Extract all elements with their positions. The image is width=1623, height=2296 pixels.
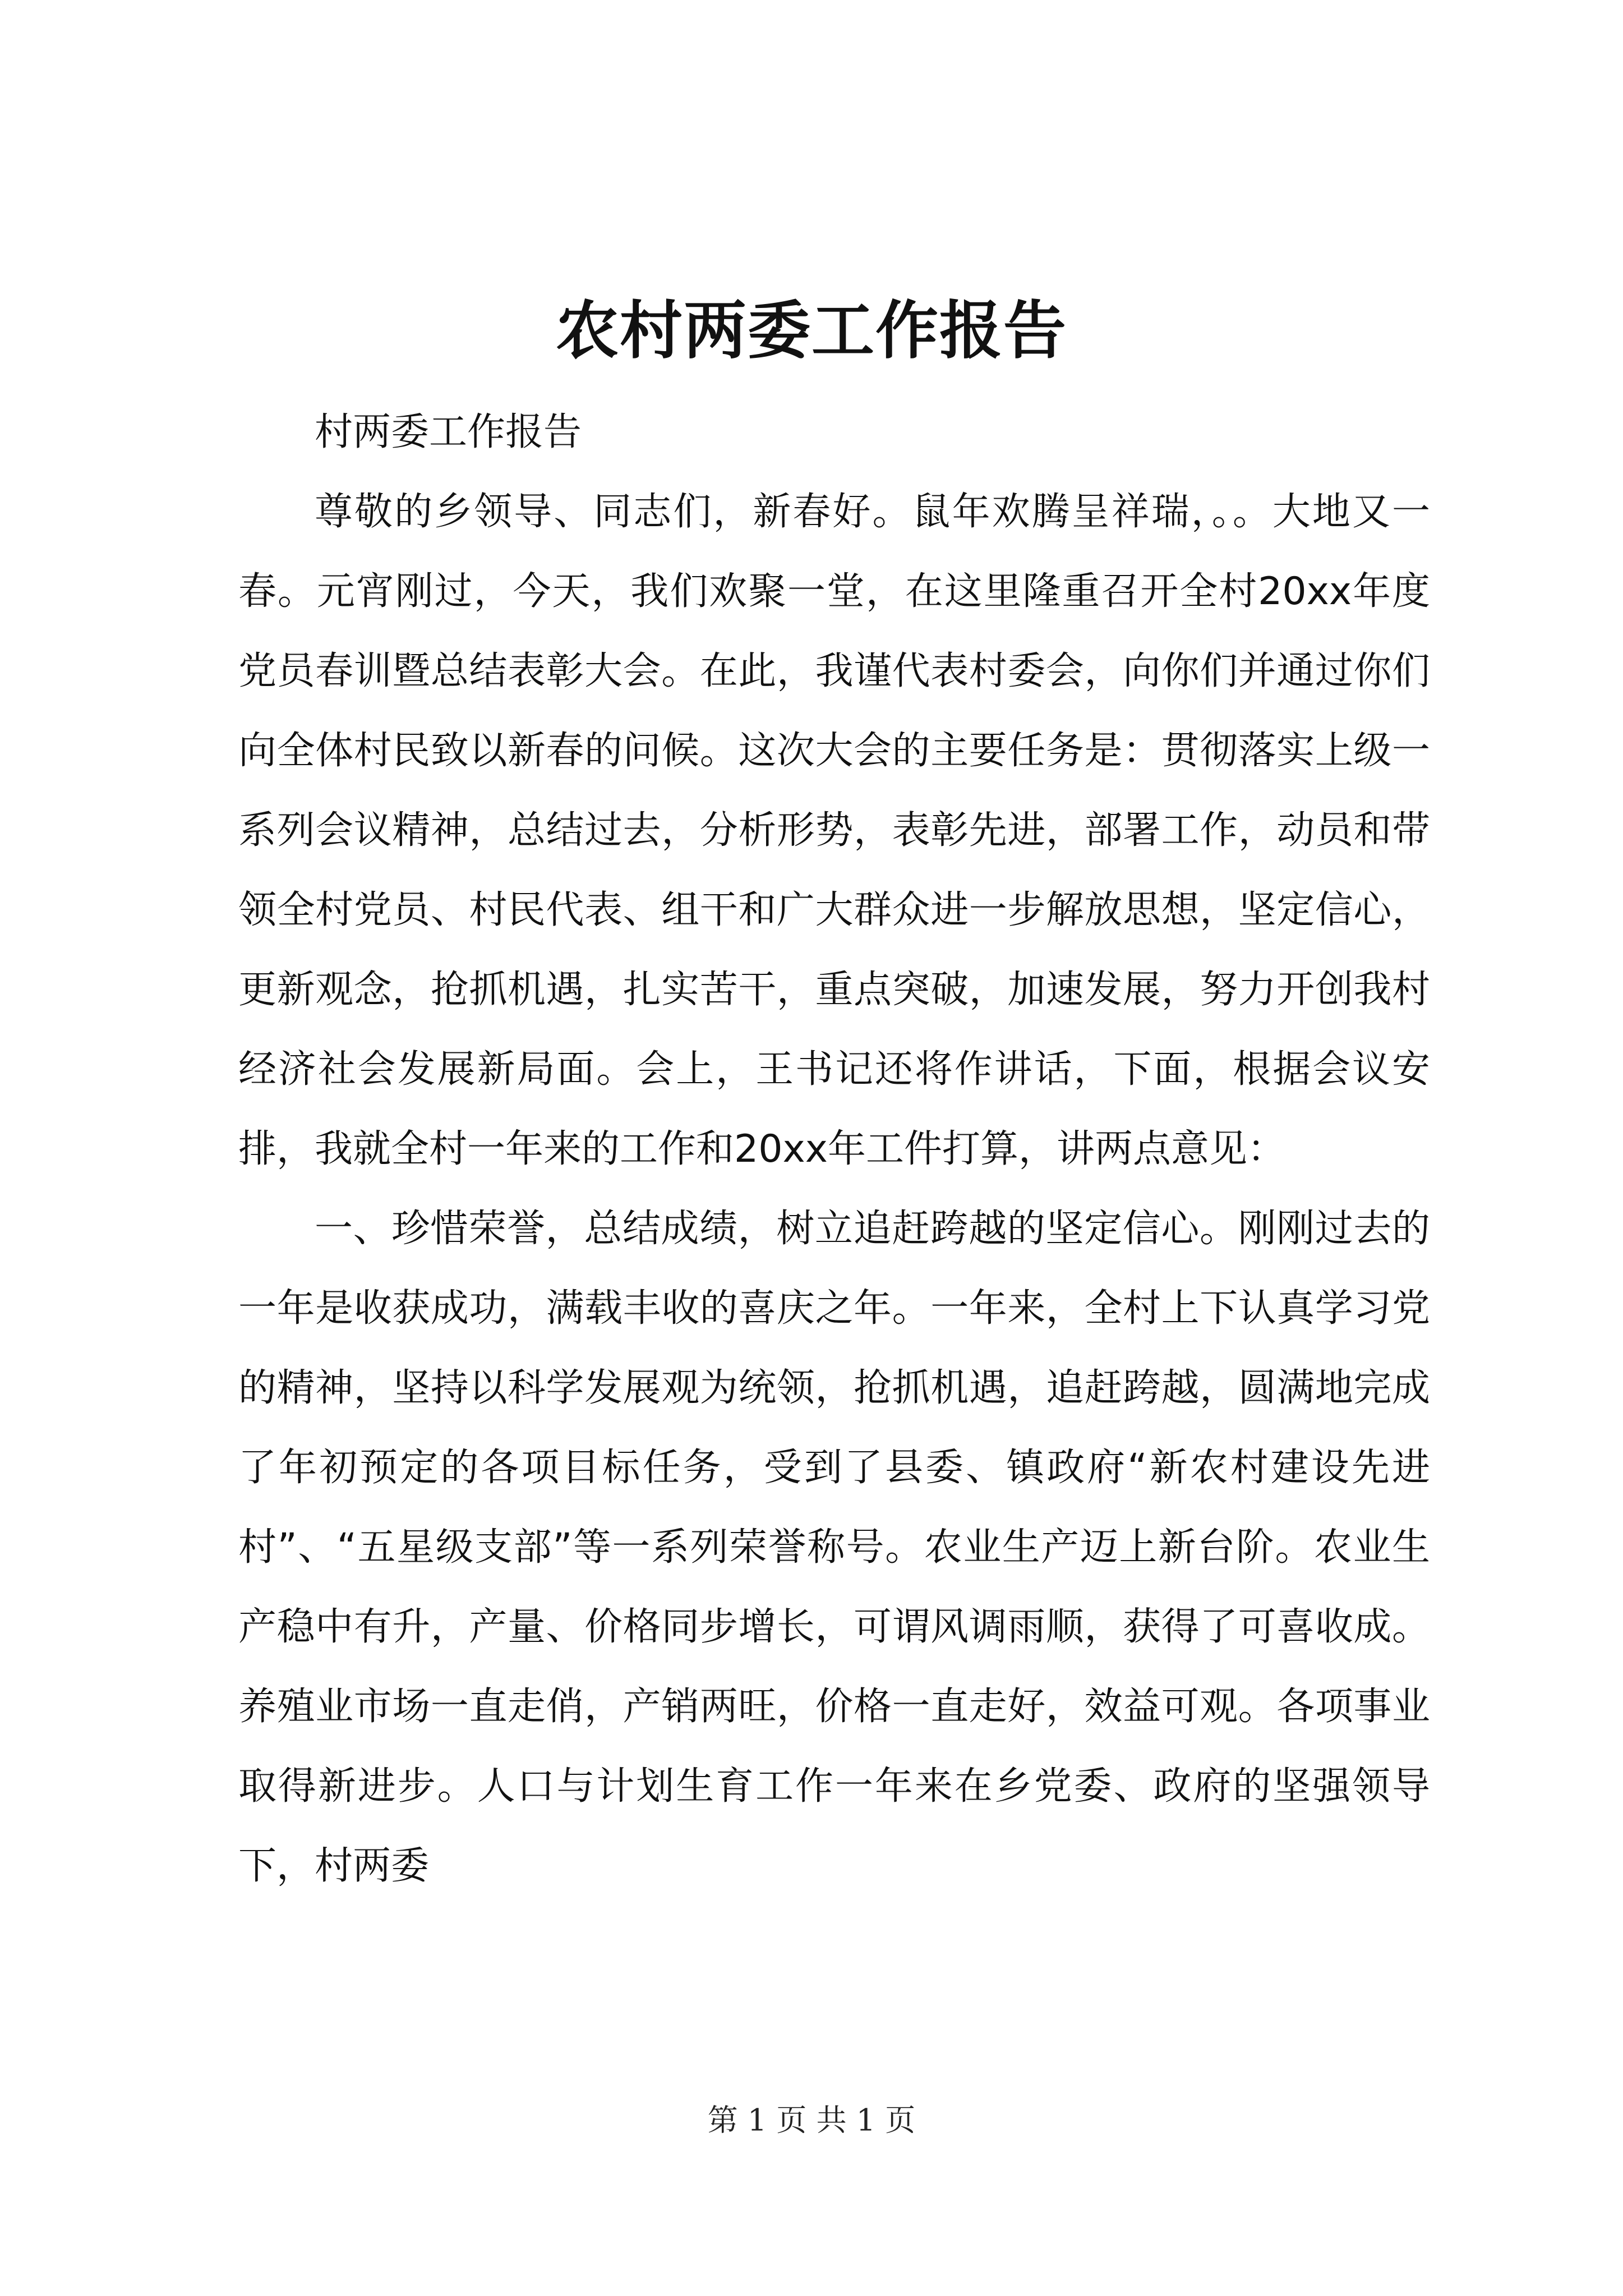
paragraph-greeting: 尊敬的乡领导、同志们，新春好。鼠年欢腾呈祥瑞，。。大地又一春。元宵刚过，今天，我们欢聚一堂，在这里隆重召开全村20xx年度党员春训暨总结表彰大会。在此，我谨代表村委会，向你们并通过你们向全体村民致以新春的问候。这次大会的主要任务是：贯彻落实上级一系列会议精神，总结过去，分析形势，表彰先进，部署工作，动员和带领全村党员、村民代表、组干和广大群众进一步解放思想，坚定信心，更新观念，抢抓机遇，扎实苦干，重点突破，加速发展，努力开创我村经济社会发展新局面。会上，王书记还将作讲话，下面，根据会议安排，我就全村一年来的工作和20xx年工件打算，讲两点意见： — [238, 490, 1430, 1171]
document-title: 农村两委工作报告 — [556, 294, 1067, 367]
paragraph-subtitle: 村两委工作报告 — [315, 410, 582, 454]
page-footer: 第 1 页 共 1 页 — [707, 2102, 916, 2138]
document-body — [238, 393, 1430, 1906]
paragraph-section-one: 一、珍惜荣誉，总结成绩，树立追赶跨越的坚定信心。刚刚过去的一年是收获成功，满载丰收的喜庆之年。一年来，全村上下认真学习党的精神，坚持以科学发展观为统领，抢抓机遇，追赶跨越，圆满地完成了年初预定的各项目标任务，受到了县委、镇政府“新农村建设先进村”、“五星级支部”等一系列荣誉称号。农业生产迈上新台阶。农业生产稳中有升，产量、价格同步增长，可谓风调雨顺，获得了可喜收成。养殖业市场一直走俏，产销两旺，价格一直走好，效益可观。各项事业取得新进步。人口与计划生育工作一年来在乡党委、政府的坚强领导下，村两委 — [238, 1207, 1430, 1888]
